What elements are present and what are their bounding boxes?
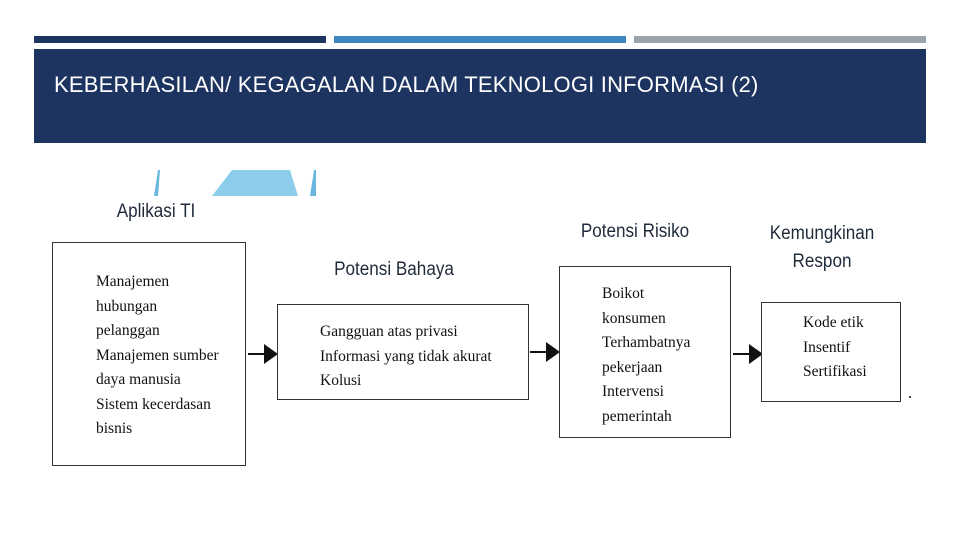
box-aplikasi-ti xyxy=(52,242,246,466)
list-aplikasi-ti xyxy=(96,270,219,442)
arrow-right-icon xyxy=(530,342,560,362)
box-potensi-bahaya xyxy=(277,304,529,400)
it-risk-diagram xyxy=(0,150,960,480)
list-potensi-risiko xyxy=(602,282,690,429)
list-item: Intervensi xyxy=(602,383,664,400)
list-item: Manajemen xyxy=(96,273,170,290)
arrow-right-icon xyxy=(248,344,278,364)
list-item: konsumen xyxy=(602,309,666,327)
list-item: Informasi yang tidak akurat xyxy=(320,347,492,365)
list-item: hubungan xyxy=(96,297,158,315)
arrow-right-icon xyxy=(733,344,763,364)
list-item: daya manusia xyxy=(96,371,181,388)
accent-bar-blue xyxy=(334,36,626,43)
list-potensi-bahaya xyxy=(320,320,492,394)
heading-line: Kemungkinan xyxy=(769,223,875,244)
list-item: bisnis xyxy=(96,420,133,437)
list-item: Insentif xyxy=(803,338,851,356)
background-decoration xyxy=(150,168,320,198)
list-kemungkinan-respon xyxy=(803,311,867,385)
accent-bar-dark xyxy=(34,36,326,43)
title-banner xyxy=(34,49,926,143)
heading-potensi-risiko: Potensi Risiko xyxy=(580,221,690,242)
list-item: pekerjaan xyxy=(602,358,663,376)
list-item: Gangguan atas privasi xyxy=(320,323,458,340)
heading-aplikasi-ti: Aplikasi TI xyxy=(116,201,196,222)
list-item: Sistem kecerdasan xyxy=(96,395,211,413)
list-item: Manajemen sumber xyxy=(96,346,219,364)
box-potensi-risiko xyxy=(559,266,731,438)
slide-title: KEBERHASILAN/ KEGAGALAN DALAM TEKNOLOGI INFORMASI (2) xyxy=(54,72,759,97)
list-item: Sertifikasi xyxy=(803,363,867,380)
accent-bar-gray xyxy=(634,36,926,43)
heading-potensi-bahaya: Potensi Bahaya xyxy=(334,259,454,280)
box-kemungkinan-respon xyxy=(761,302,901,402)
list-item: Terhambatnya xyxy=(602,334,691,351)
heading-kemungkinan-respon xyxy=(763,220,882,276)
list-item: Kode etik xyxy=(803,314,864,331)
heading-line: Respon xyxy=(792,251,852,272)
list-item: pemerintah xyxy=(602,407,672,425)
list-item: pelanggan xyxy=(96,322,160,339)
list-item: Boikot xyxy=(602,285,645,302)
list-item: Kolusi xyxy=(320,372,362,389)
stray-dot xyxy=(909,396,911,398)
